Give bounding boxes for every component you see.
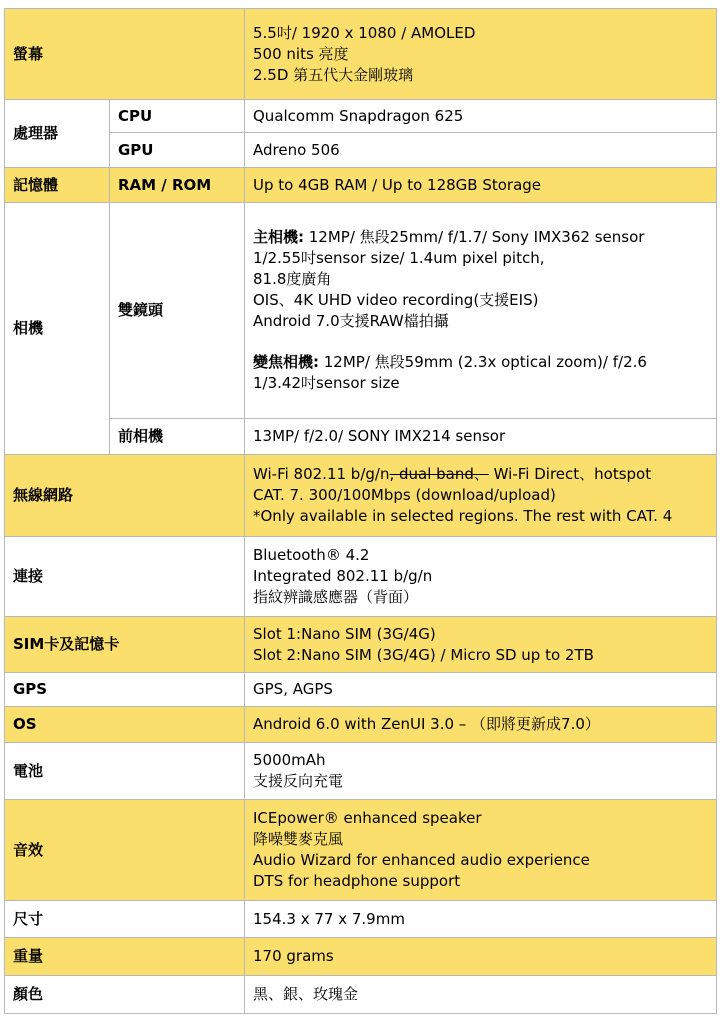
screen-value: [245, 9, 717, 100]
color-value: 黑、銀、玫瑰金: [245, 976, 717, 1014]
sim-label: SIM卡及記憶卡: [5, 617, 245, 673]
row-size: [5, 901, 717, 938]
gps-value: GPS, AGPS: [245, 673, 717, 707]
wifi-standard: Wi-Fi 802.11 b/g/n: [253, 465, 390, 483]
battery-label: 電池: [5, 743, 245, 800]
row-audio: [5, 800, 717, 901]
os-value: Android 6.0 with ZenUI 3.0 – （即將更新成7.0）: [245, 707, 717, 743]
wifi-direct: Wi-Fi Direct、hotspot: [488, 465, 652, 483]
screen-line-1: 5.5吋/ 1920 x 1080 / AMOLED: [253, 23, 476, 42]
row-gpu: [5, 133, 717, 168]
main-camera-line-1: [253, 227, 708, 248]
camera-label: 相機: [5, 203, 110, 455]
sim-value: [245, 617, 717, 673]
gpu-value: Adreno 506: [245, 133, 717, 168]
dual-camera-label: 雙鏡頭: [110, 203, 245, 419]
memory-sub-label: RAM / ROM: [110, 168, 245, 203]
row-gps: [5, 673, 717, 707]
main-camera-line-5: Android 7.0支援RAW檔拍攝: [253, 312, 449, 330]
os-label: OS: [5, 707, 245, 743]
row-battery: [5, 743, 717, 800]
row-cpu: [5, 100, 717, 133]
audio-line-2: 降噪雙麥克風: [253, 830, 344, 848]
row-weight: [5, 938, 717, 976]
spec-table: [4, 8, 717, 1014]
screen-line-2: 500 nits 亮度: [253, 44, 349, 63]
row-screen: [5, 9, 717, 100]
spacer: [253, 332, 708, 352]
screen-label: 螢幕: [5, 9, 245, 100]
row-os: [5, 707, 717, 743]
connect-line-2: Integrated 802.11 b/g/n: [253, 567, 433, 585]
cpu-label: CPU: [110, 100, 245, 133]
battery-line-2: 支援反向充電: [253, 772, 344, 790]
sim-line-2: Slot 2:Nano SIM (3G/4G) / Micro SD up to 2TB: [253, 645, 594, 664]
row-dual-camera: [5, 203, 717, 419]
color-label: 顏色: [5, 976, 245, 1014]
row-color: [5, 976, 717, 1014]
tele-camera-label: 變焦相機:: [253, 353, 319, 371]
main-camera-line-4: OIS、4K UHD video recording(支援EIS): [253, 291, 539, 309]
wireless-value: [245, 455, 717, 537]
row-sim: [5, 617, 717, 673]
row-connect: [5, 537, 717, 617]
main-camera-line-3: 81.8度廣角: [253, 270, 332, 288]
memory-value: Up to 4GB RAM / Up to 128GB Storage: [245, 168, 717, 203]
main-camera-label: 主相機:: [253, 228, 304, 246]
gpu-label: GPU: [110, 133, 245, 168]
processor-label: 處理器: [5, 100, 110, 168]
tele-camera-spec: 12MP/ 焦段59mm (2.3x optical zoom)/ f/2.6: [319, 353, 647, 371]
audio-line-4: DTS for headphone support: [253, 872, 461, 890]
tele-camera-line-1: [253, 352, 708, 373]
connect-line-3: 指紋辨識感應器（背面）: [253, 588, 419, 606]
audio-value: [245, 800, 717, 901]
front-camera-label: 前相機: [110, 419, 245, 455]
connect-value: [245, 537, 717, 617]
weight-value: 170 grams: [245, 938, 717, 976]
connect-line-1: Bluetooth® 4.2: [253, 546, 370, 564]
row-front-camera: [5, 419, 717, 455]
sim-line-1: Slot 1:Nano SIM (3G/4G): [253, 624, 436, 643]
tele-camera-line-2: 1/3.42吋sensor size: [253, 374, 400, 392]
audio-line-1: ICEpower® enhanced speaker: [253, 809, 482, 827]
wireless-line-2: CAT. 7. 300/100Mbps (download/upload): [253, 486, 556, 504]
wireless-label: 無線網路: [5, 455, 245, 537]
row-memory: [5, 168, 717, 203]
audio-label: 音效: [5, 800, 245, 901]
size-label: 尺寸: [5, 901, 245, 938]
main-camera-spec: 12MP/ 焦段25mm/ f/1.7/ Sony IMX362 sensor: [304, 228, 645, 246]
battery-line-1: 5000mAh: [253, 751, 326, 769]
dual-camera-value: [245, 203, 717, 419]
gps-label: GPS: [5, 673, 245, 707]
size-value: 154.3 x 77 x 7.9mm: [245, 901, 717, 938]
cpu-value: Qualcomm Snapdragon 625: [245, 100, 717, 133]
wireless-line-3: *Only available in selected regions. The rest with CAT. 4: [253, 507, 673, 525]
row-wireless: [5, 455, 717, 537]
wifi-strikethrough: , dual band、: [389, 465, 489, 483]
main-camera-line-2: 1/2.55吋sensor size/ 1.4um pixel pitch,: [253, 249, 545, 267]
audio-line-3: Audio Wizard for enhanced audio experience: [253, 851, 590, 869]
weight-label: 重量: [5, 938, 245, 976]
screen-line-3: 2.5D 第五代大金剛玻璃: [253, 65, 414, 84]
connect-label: 連接: [5, 537, 245, 617]
memory-label: 記憶體: [5, 168, 110, 203]
battery-value: [245, 743, 717, 800]
wireless-line-1: [253, 464, 708, 485]
front-camera-value: 13MP/ f/2.0/ SONY IMX214 sensor: [245, 419, 717, 455]
